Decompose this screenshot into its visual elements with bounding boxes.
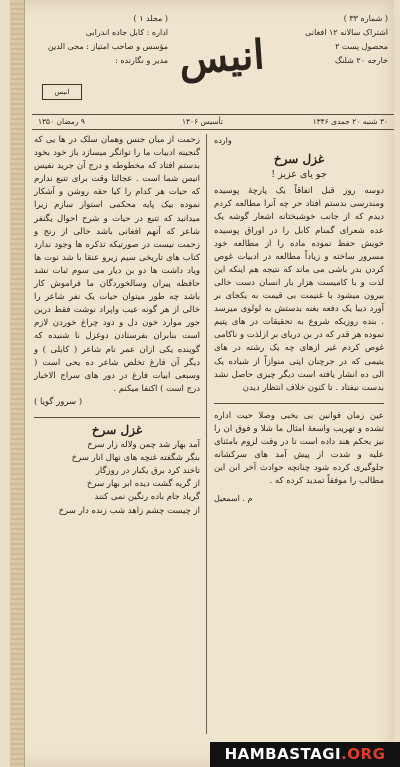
watermark-prefix: HAMBASTAGI [224,745,342,763]
poem-line: از چیست چشم زاهد شب زنده دار سرخ [58,505,200,516]
header-right-line: خارجه ۲۰ شلنگ [334,56,388,65]
poem-title: غزل سرخ [91,422,143,437]
poem-line: تاخند کرد برق یکبار در روزگار [95,466,200,477]
dateline-bar [32,114,394,130]
header-right-line: اشتراک سالانه ۱۲ افغانی [305,28,388,37]
header-left-line: ( مجلد ۱ ) [133,14,168,23]
header-left-line: مدیر و نگارنده : [115,56,168,65]
masthead-header [32,6,396,114]
left-column [34,134,200,518]
right-column [214,134,384,505]
watermark-banner [210,742,400,767]
dateline-right: ۳۰ شنبه ۲۰ جمدی ۱۳۴۶ [312,117,388,126]
article-title: غزل سرخ [273,152,325,167]
header-right-info [278,12,388,68]
header-right-line: ( شماره ۳۳ ) [343,14,388,23]
article-signature: م . اسمعیل [214,494,253,504]
article-continuation: زحمت از میان جنس وهمان سلک در ها یی که گنجینه ادبیات ما را توانگر میسازد باز خود بخود بدستم افتاد که مخطوطه و درج آن جرید نفیس انیس شما است . عجالتا وقت برای تتبع ندارم که حیات هر کدام را کیا حقه روشن و آشکار نموده بیک پایه محکمی استوار سازم زیرا میدانید که تتبع در حیات و شرح احوال یگنفر شاعر که آنهم افغانی باشد خالی از رنج و زحمت نیست در صورتیکه تذکره ها وجود ندارد کتاب های تاریخی سیم زیرو عنقا با شد نوت ها ویاد داشت ها دو بن دیار می سوم ثبات نشد حافظه پیران وسالخوردگان ما فراموش کار باشد چه طور میتوان حیات یک نفر شاعر را خالی از هر گونه عیب واپراد نوشت فقط درین جور موارد خون دل و دود چراغ خوردن لازم است بنابران بفرستادن دوغزل نا شنیده که گوینده یکی ازان عمر نام شاعر ( کابلی ) و دیگر آن فارغ تخلص شاعر ده یحی است ( وسبعی ابیات فارغ در دور های سراج الاخبار درج است ) اکتفا میکنم . [34,135,200,394]
dateline-left: ۹ رمضان ۱۳۵۰ [38,117,85,126]
article-salutation: جو یای عزیز ! [271,169,327,181]
header-left-line: مؤسس و صاحب امتیاز : محی الدین [47,42,168,51]
watermark-accent: .ORG [341,745,386,763]
header-left-info [40,12,168,68]
article-body: دوسه روز قبل اتفاقاً یک پارچهٔ پوسیده ومندرسی بدستم افتاد حر چه آنرا مطالعه کردم دیدم که از جانب خوشبختانه اشعار گوشه یک عده شعرای گمنام کابل را در اوراق پوسیده خویش حفظ نموده ماده را از مطالعه خود مسرور ساخته و زیاداً مطالعه در ادبیات غوص کردن بدر باشی می ماند که نتیجه هم اینکه این لذت و با کامیست هزار بار انسان دست خالی بیرون میشود با غنیمت بی قیمت به یکجای بر آورد دیبا یک دفعه بغنه بدستش به لولوی میرسد . بنده روزیکه شروع به تحقیقات در های پتیم نموده هر قدر که در بن دریای بر ازلذت و ناکامی غوص کردم غیر ازهای چه یک رشته در های یتیمی که در جرچنان اپتی منوازاً از شیاده یک الی ده انشار یافته است دیگر چیزی حاصل نشد بدست نیفتاد . تا کنون خلاف انتظار دیدن [214,186,384,393]
column-divider [206,134,207,734]
poem-line: گریاد جام باده رنگین نمی کنند [94,492,200,503]
newspaper-page [10,0,394,767]
dateline-center: تأسیس ۱۳۰۶ [182,117,223,126]
page-binding-edge [10,0,25,767]
newspaper-title [162,14,282,100]
article-body-second: عین زمان قوانین بی بخبی وصلا حیت اداره تشده و تهریب واسعهٔ امثال ما شلا و فوق ان را نیز بحکم هند داده است تا در وقت لزوم بامثنای علیه و شدت از پیش آمد های سرکشانه جلوگیری کرده شود چنانچه حوادث آخر ابن این مطالب را موفقاً تمدید کرده که . [214,410,384,487]
article-kicker: وارده [214,136,232,145]
stamp-logo: انیس [42,84,82,100]
header-left-line: اداره : کابل جاده اندرابی [85,28,168,37]
newspaper-title-text: انیس [177,30,267,84]
poem-line: آمد بهار شد چمن ولاله زار سرخ [87,440,200,451]
poem-line: بنگر شگفته غنچه های نهال انار سرخ [71,453,200,464]
header-right-line: محصول پست ۲ [335,42,388,51]
section-rule [34,417,200,418]
poem-line: از گریه گشت دیده ابر بهار سرخ [86,479,200,490]
section-rule [214,403,384,404]
author-reference: ( سرور گویا ) [34,396,83,407]
